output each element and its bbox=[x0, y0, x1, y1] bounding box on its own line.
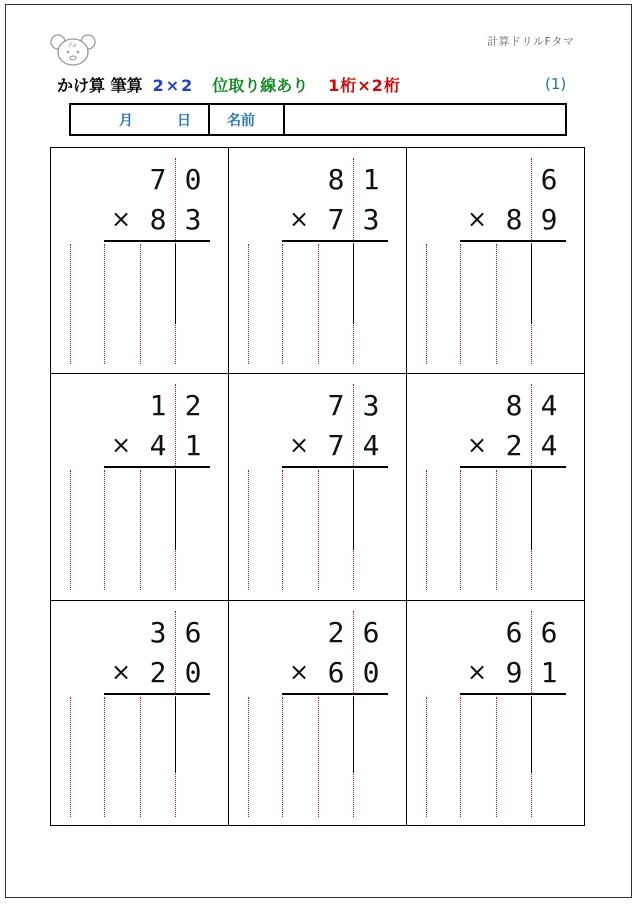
place-value-guide bbox=[318, 697, 319, 817]
times-sign: × bbox=[289, 205, 310, 233]
place-value-guide bbox=[140, 697, 141, 817]
multiplier-digit: 2 bbox=[149, 656, 167, 689]
answer-guide bbox=[175, 470, 176, 550]
problem-cell[interactable] bbox=[407, 601, 585, 827]
multiplier-digit: 7 bbox=[327, 203, 345, 236]
place-value-guide bbox=[460, 697, 461, 817]
answer-guide bbox=[531, 697, 532, 773]
place-value-guide bbox=[496, 697, 497, 817]
name-field[interactable] bbox=[285, 105, 565, 134]
problem-cell[interactable] bbox=[51, 148, 229, 374]
multiplicand-digit: 2 bbox=[184, 389, 202, 422]
multiplier-digit: 8 bbox=[149, 203, 167, 236]
bear-face-icon bbox=[49, 32, 97, 68]
place-value-guide bbox=[104, 697, 105, 817]
times-sign: × bbox=[289, 431, 310, 459]
place-value-guide bbox=[70, 470, 71, 590]
place-value-guide bbox=[248, 244, 249, 364]
logo bbox=[49, 32, 97, 68]
times-sign: × bbox=[467, 431, 488, 459]
times-sign: × bbox=[289, 658, 310, 686]
place-value-guide bbox=[318, 470, 319, 590]
svg-text:Fa: Fa bbox=[69, 42, 77, 49]
date-field[interactable] bbox=[71, 105, 210, 134]
problem-cell[interactable] bbox=[51, 374, 229, 600]
place-value-guide bbox=[248, 697, 249, 817]
multiplicand-digit: 6 bbox=[184, 616, 202, 649]
times-sign: × bbox=[467, 658, 488, 686]
multiplier-digit: 0 bbox=[184, 656, 202, 689]
problem-cell[interactable] bbox=[407, 148, 585, 374]
place-value-guide bbox=[460, 470, 461, 590]
place-value-guide bbox=[140, 244, 141, 364]
place-value-guide bbox=[496, 470, 497, 590]
multiplicand-digit: 1 bbox=[149, 389, 167, 422]
problem-cell[interactable] bbox=[229, 374, 407, 600]
multiplicand-digit: 6 bbox=[505, 616, 523, 649]
multiplier-digit: 3 bbox=[184, 203, 202, 236]
multiplicand-digit: 7 bbox=[149, 163, 167, 196]
name-date-box bbox=[69, 103, 567, 136]
multiplier-digit: 1 bbox=[184, 429, 202, 462]
place-value-guide bbox=[104, 244, 105, 364]
place-value-guide bbox=[282, 697, 283, 817]
multiplier-digit: 8 bbox=[505, 203, 523, 236]
multiplicand-digit: 2 bbox=[327, 616, 345, 649]
multiplier-digit: 2 bbox=[505, 429, 523, 462]
sheet-number: (1) bbox=[545, 75, 567, 93]
answer-guide bbox=[353, 697, 354, 773]
multiplicand-digit: 6 bbox=[540, 163, 558, 196]
answer-guide bbox=[531, 470, 532, 550]
multiplicand-digit: 8 bbox=[327, 163, 345, 196]
multiplier-digit: 0 bbox=[362, 656, 380, 689]
site-label: 計算ドリルFタマ bbox=[487, 35, 575, 48]
multiplicand-digit: 8 bbox=[505, 389, 523, 422]
multiplicand-digit: 6 bbox=[362, 616, 380, 649]
place-value-guide bbox=[426, 697, 427, 817]
place-value-guide bbox=[248, 470, 249, 590]
place-value-guide bbox=[70, 244, 71, 364]
answer-line bbox=[460, 693, 566, 695]
times-sign: × bbox=[111, 658, 132, 686]
multiplier-digit: 3 bbox=[362, 203, 380, 236]
day-label: 日 bbox=[177, 113, 191, 129]
title-lines: 位取り線あり bbox=[212, 76, 309, 95]
worksheet-title bbox=[57, 73, 401, 99]
answer-line bbox=[104, 240, 210, 242]
multiplicand-digit: 3 bbox=[362, 389, 380, 422]
multiplier-digit: 4 bbox=[540, 429, 558, 462]
multiplicand-digit: 7 bbox=[327, 389, 345, 422]
month-label: 月 bbox=[119, 113, 133, 129]
title-main: かけ算 筆算 bbox=[57, 76, 143, 95]
title-size: 2×2 bbox=[152, 76, 195, 95]
place-value-guide bbox=[426, 470, 427, 590]
place-value-guide bbox=[70, 697, 71, 817]
multiplier-digit: 4 bbox=[149, 429, 167, 462]
multiplicand-digit: 6 bbox=[540, 616, 558, 649]
problem-cell[interactable] bbox=[229, 601, 407, 827]
place-value-guide bbox=[426, 244, 427, 364]
place-value-guide bbox=[460, 244, 461, 364]
answer-guide bbox=[353, 470, 354, 550]
multiplicand-digit: 4 bbox=[540, 389, 558, 422]
place-value-guide bbox=[318, 244, 319, 364]
answer-line bbox=[104, 466, 210, 468]
answer-guide bbox=[175, 697, 176, 773]
multiplier-digit: 1 bbox=[540, 656, 558, 689]
place-value-guide bbox=[104, 470, 105, 590]
multiplicand-digit: 0 bbox=[184, 163, 202, 196]
multiplier-digit: 7 bbox=[327, 429, 345, 462]
answer-guide bbox=[175, 244, 176, 324]
multiplier-digit: 9 bbox=[540, 203, 558, 236]
times-sign: × bbox=[111, 431, 132, 459]
multiplier-digit: 6 bbox=[327, 656, 345, 689]
place-value-guide bbox=[140, 470, 141, 590]
place-value-guide bbox=[282, 470, 283, 590]
answer-line bbox=[460, 466, 566, 468]
multiplier-digit: 9 bbox=[505, 656, 523, 689]
answer-line bbox=[282, 693, 388, 695]
place-value-guide bbox=[282, 244, 283, 364]
times-sign: × bbox=[467, 205, 488, 233]
name-label-cell bbox=[210, 105, 285, 134]
problem-cell[interactable] bbox=[407, 374, 585, 600]
multiplicand-digit: 3 bbox=[149, 616, 167, 649]
multiplicand-digit: 1 bbox=[362, 163, 380, 196]
problem-grid bbox=[50, 147, 585, 826]
multiplier-digit: 4 bbox=[362, 429, 380, 462]
answer-line bbox=[282, 466, 388, 468]
times-sign: × bbox=[111, 205, 132, 233]
problem-cell[interactable] bbox=[51, 601, 229, 827]
answer-line bbox=[460, 240, 566, 242]
answer-guide bbox=[353, 244, 354, 324]
name-label: 名前 bbox=[227, 113, 255, 129]
answer-line bbox=[104, 693, 210, 695]
answer-guide bbox=[531, 244, 532, 324]
answer-line bbox=[282, 240, 388, 242]
problem-cell[interactable] bbox=[229, 148, 407, 374]
place-value-guide bbox=[496, 244, 497, 364]
title-digits: 1桁×2桁 bbox=[328, 76, 401, 95]
